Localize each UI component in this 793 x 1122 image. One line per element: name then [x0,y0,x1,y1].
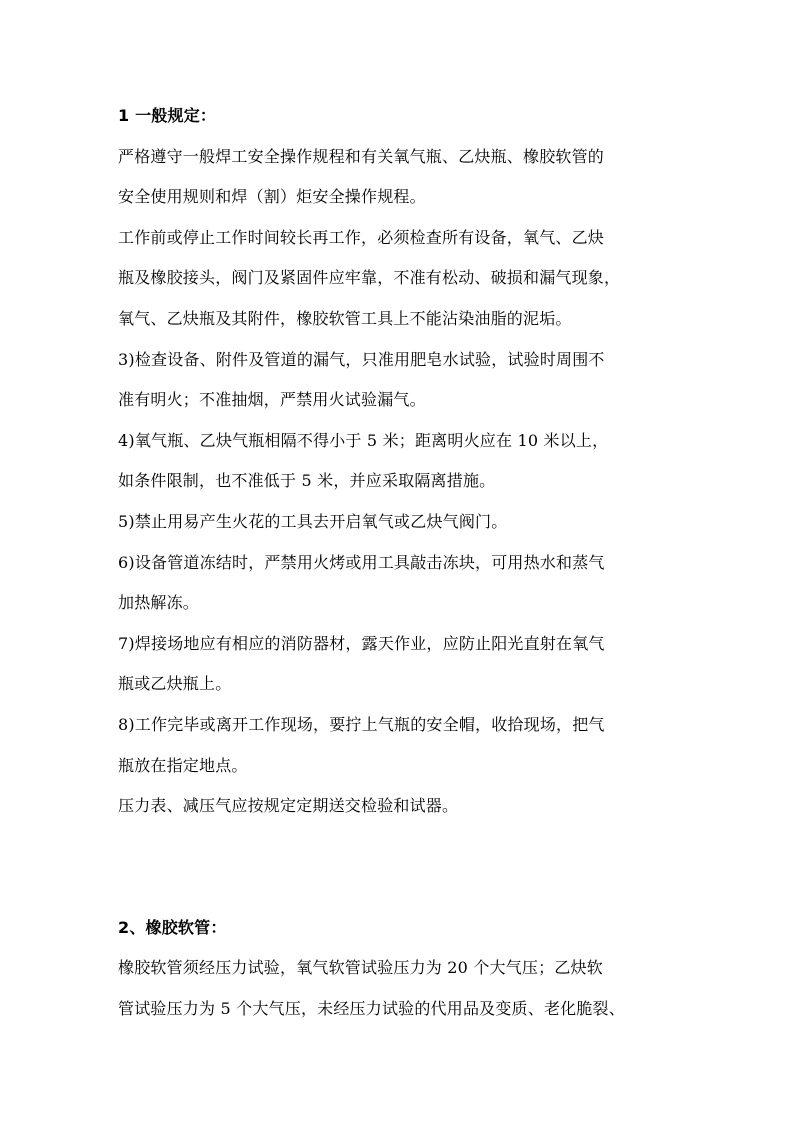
paragraph-line: 氧气、乙炔瓶及其附件，橡胶软管工具上不能沾染油脂的泥垢。 [118,309,572,328]
paragraph-line: 准有明火；不准抽烟，严禁用火试验漏气。 [118,390,426,409]
section-heading-general-rules: 1 一般规定： [118,106,217,125]
paragraph-line: 5)禁止用易产生火花的工具去开启氧气或乙炔气阀门。 [118,512,508,531]
paragraph-line: 瓶放在指定地点。 [118,756,248,775]
paragraph-line: 工作前或停止工作时间较长再工作，必须检查所有设备，氧气、乙炔 [118,228,605,247]
paragraph-line: 8)工作完毕或离开工作现场，要拧上气瓶的安全帽，收拾现场，把气 [118,715,605,734]
paragraph-line: 加热解冻。 [118,593,200,612]
section-heading-rubber-hose: 2、橡胶软管： [118,918,227,937]
paragraph-line: 7)焊接场地应有相应的消防器材，露天作业，应防止阳光直射在氧气 [118,634,605,653]
paragraph-line: 管试验压力为 5 个大气压，未经压力试验的代用品及变质、老化脆裂、 [118,999,625,1018]
paragraph-line: 严格遵守一般焊工安全操作规程和有关氧气瓶、乙炔瓶、橡胶软管的 [118,147,605,166]
paragraph-line: 安全使用规则和焊（割）炬安全操作规程。 [118,187,426,206]
paragraph-line: 4)氧气瓶、乙炔气瓶相隔不得小于 5 米；距离明火应在 10 米以上， [118,431,609,450]
paragraph-line: 橡胶软管须经压力试验，氧气软管试验压力为 20 个大气压；乙炔软 [118,958,603,977]
paragraph-line: 瓶及橡胶接头，阀门及紧固件应牢靠，不准有松动、破损和漏气现象， [118,268,621,287]
paragraph-line: 瓶或乙炔瓶上。 [118,674,232,693]
paragraph-line: 压力表、减压气应按规定定期送交检验和试器。 [118,796,459,815]
paragraph-line: 3)检查设备、附件及管道的漏气，只准用肥皂水试验，试验时周围不 [118,350,605,369]
paragraph-line: 6)设备管道冻结时，严禁用火烤或用工具敲击冻块，可用热水和蒸气 [118,553,605,572]
paragraph-line: 如条件限制，也不准低于 5 米，并应采取隔离措施。 [118,471,496,490]
